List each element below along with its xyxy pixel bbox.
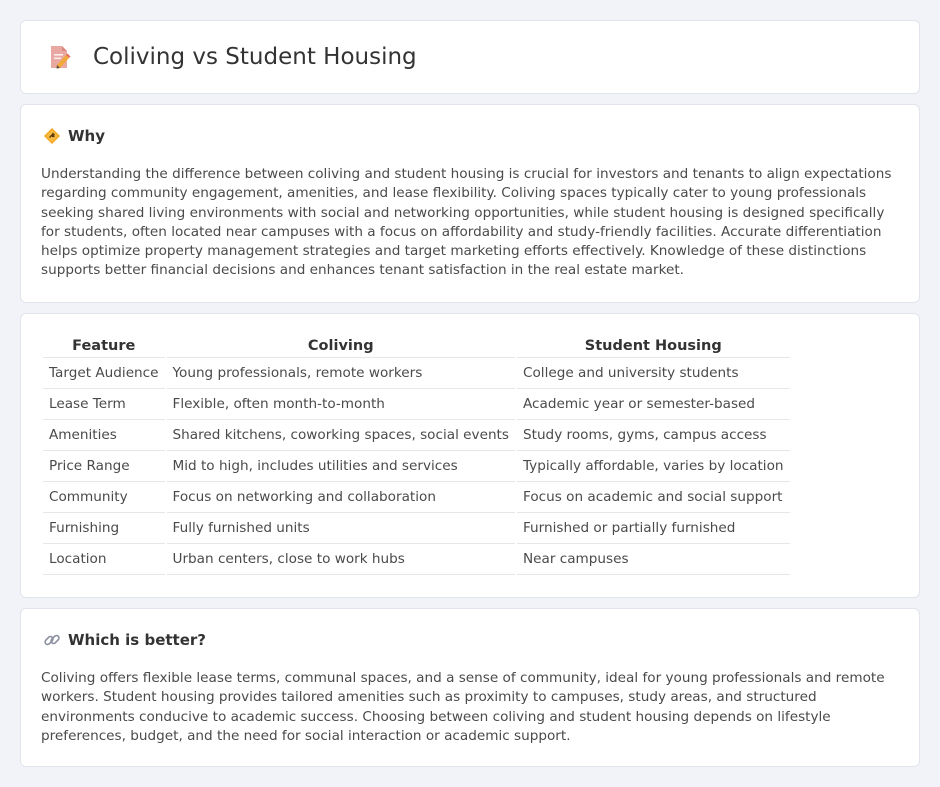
cell-coliving: Young professionals, remote workers <box>167 358 515 389</box>
header-student-housing: Student Housing <box>517 334 790 358</box>
table-row <box>43 482 790 513</box>
cell-student-housing: College and university students <box>517 358 790 389</box>
link-icon <box>43 631 61 649</box>
header-coliving: Coliving <box>167 334 515 358</box>
document-edit-icon <box>45 43 73 71</box>
cell-feature: Target Audience <box>43 358 165 389</box>
cell-student-housing: Typically affordable, varies by location <box>517 451 790 482</box>
cell-feature: Price Range <box>43 451 165 482</box>
which-is-better-title: Which is better? <box>68 631 206 649</box>
cell-feature: Amenities <box>43 420 165 451</box>
cell-student-housing: Academic year or semester-based <box>517 389 790 420</box>
page-title: Coliving vs Student Housing <box>93 44 417 70</box>
header-card <box>20 20 920 94</box>
table-row <box>43 544 790 575</box>
table-header-row <box>43 334 790 358</box>
which-is-better-section <box>20 608 920 767</box>
cell-student-housing: Near campuses <box>517 544 790 575</box>
table-row <box>43 389 790 420</box>
cell-student-housing: Focus on academic and social support <box>517 482 790 513</box>
cell-feature: Furnishing <box>43 513 165 544</box>
why-title: Why <box>68 127 106 145</box>
cell-coliving: Shared kitchens, coworking spaces, social events <box>167 420 515 451</box>
why-section <box>20 104 920 303</box>
comparison-section <box>20 313 920 598</box>
cell-feature: Location <box>43 544 165 575</box>
table-row <box>43 358 790 389</box>
comparison-table <box>41 334 792 575</box>
table-row <box>43 451 790 482</box>
diamond-sign-icon <box>43 127 61 145</box>
cell-coliving: Mid to high, includes utilities and services <box>167 451 515 482</box>
cell-student-housing: Furnished or partially furnished <box>517 513 790 544</box>
why-text: Understanding the difference between coliving and student housing is crucial for investors and tenants to align expectations regarding community engagement, amenities, and lease flexibility. Coliving spaces typically cater to young professionals seeking shared living environments with social and networking opportunities, while student housing is designed specifically for students, often located near campuses with a focus on affordability and study-friendly facilities. Accurate differentiation helps optimize property management strategies and target marketing efforts effectively. Knowledge of these distinctions supports better financial decisions and enhances tenant satisfaction in the real estate market. <box>41 166 892 279</box>
cell-student-housing: Study rooms, gyms, campus access <box>517 420 790 451</box>
header-feature: Feature <box>43 334 165 358</box>
cell-feature: Community <box>43 482 165 513</box>
which-is-better-text: Coliving offers flexible lease terms, communal spaces, and a sense of community, ideal for young professionals and remote workers. Student housing provides tailored amenities such as proximity to campuses, study areas, and structured environments conducive to academic success. Choosing between coliving and student housing depends on lifestyle preferences, budget, and the need for social interaction or academic support. <box>41 670 885 744</box>
table-row <box>43 420 790 451</box>
table-row <box>43 513 790 544</box>
cell-feature: Lease Term <box>43 389 165 420</box>
cell-coliving: Focus on networking and collaboration <box>167 482 515 513</box>
cell-coliving: Urban centers, close to work hubs <box>167 544 515 575</box>
cell-coliving: Fully furnished units <box>167 513 515 544</box>
cell-coliving: Flexible, often month-to-month <box>167 389 515 420</box>
